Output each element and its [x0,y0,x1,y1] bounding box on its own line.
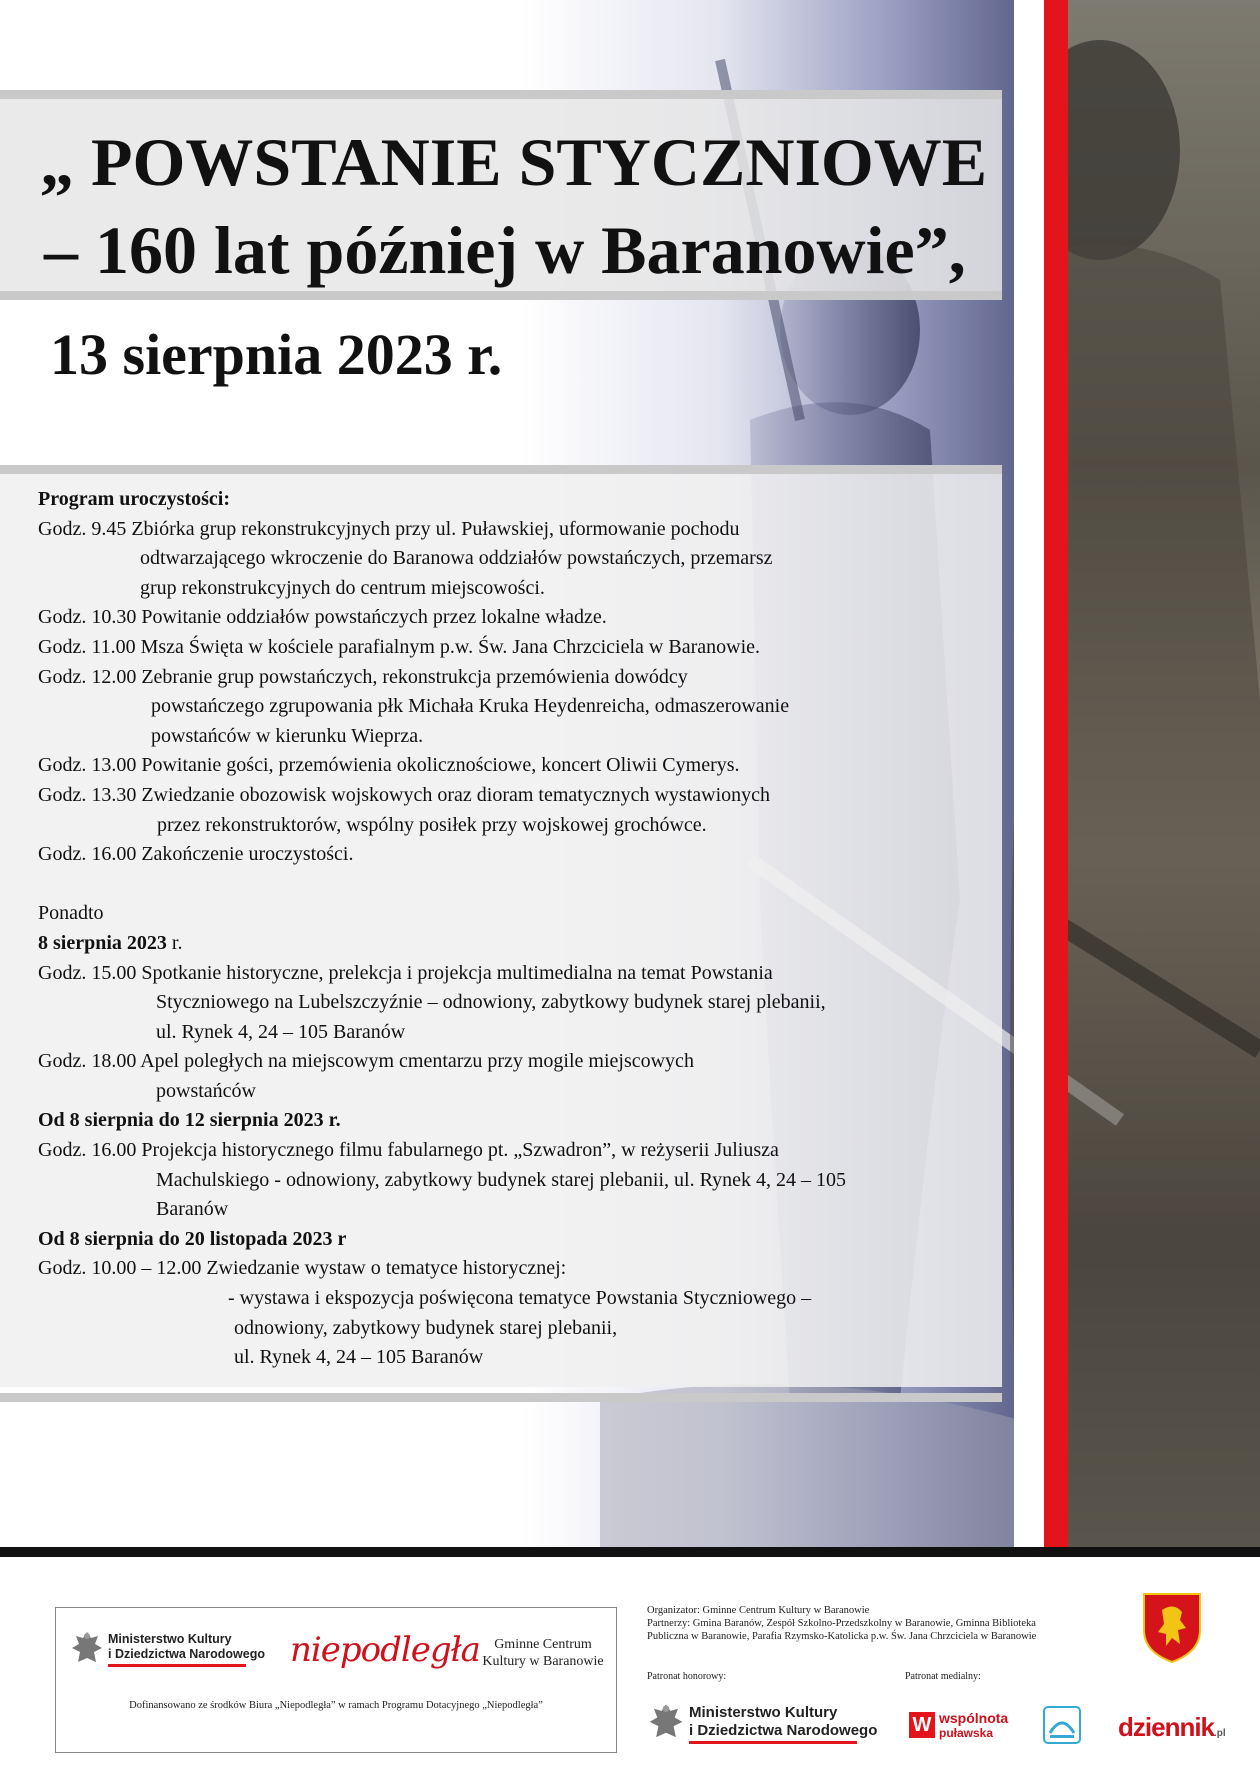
program-item: Godz. 13.30 Zwiedzanie obozowisk wojskowych oraz dioram tematycznych wystawionych przez rekonstruktorów, wspólny posiłek przy wojskowej grochówce. [38,783,771,836]
dziennik-wschodni-logo: dziennik.pl [1118,1712,1226,1742]
partners-line-1: Partnerzy: Gmina Baranów, Zespół Szkolno-Przedszkolny w Baranowie, Gminna Biblioteka [647,1618,1036,1629]
program-item: Godz. 15.00 Spotkanie historyczne, prelekcja i projekcja multimedialna na temat Powstania Styczniowego na Lubelszczyźnie – odnowiony, zabytkowy budynek starej plebanii, ul. Rynek 4, 24 – 105 Baranów [38,961,826,1043]
patronage-media-label: Patronat medialny: [905,1671,981,1682]
ponadto-label: Ponadto [38,902,104,925]
program-item: Godz. 9.45 Zbiórka grup rekonstrukcyjnych przy ul. Puławskiej, uformowanie pochodu odtwarzającego wkroczenie do Baranowa oddziałów powstańczych, przemarsz grup rekonstrukcyjnych do centrum miejscowości. [38,517,773,599]
program-item: Godz. 16.00 Zakończenie uroczystości. [38,843,354,866]
baranow-coat-of-arms-icon [1140,1590,1204,1664]
program-item: Godz. 16.00 Projekcja historycznego filmu fabularnego pt. „Szwadron”, w reżyserii Juliusza Machulskiego - odnowiony, zabytkowy budynek starej plebanii, ul. Rynek 4, 24 – 105 Baranów [38,1139,847,1221]
flag-stripe-red [1044,0,1068,1555]
program-item: Godz. 12.00 Zebranie grup powstańczych, rekonstrukcja przemówienia dowódcy powstańczego zgrupowania płk Michała Kruka Heydenreicha, odmaszerowanie powstańców w kierunku Wieprza. [38,665,790,747]
organizer-line: Organizator: Gminne Centrum Kultury w Baranowie [647,1605,870,1616]
ministry-name-line1: Ministerstwo Kultury [108,1632,232,1646]
program-text [38,485,998,1373]
eagle-emblem-icon [647,1700,685,1748]
ministry-logo [70,1628,265,1672]
radio-logo-icon [1042,1705,1082,1745]
organizer-info [647,1604,1087,1643]
poster-title-line-1: „ POWSTANIE STYCZNIOWE [40,124,988,200]
range2-heading: Od 8 sierpnia do 20 listopada 2023 r [38,1227,347,1250]
ministry-logo-honorary: Ministerstwo Kultury i Dziedzictwa Narodowego [647,1700,867,1748]
poster-date: 13 sierpnia 2023 r. [50,322,503,387]
flag-stripe-white [1014,0,1044,1555]
ministry-name-line2: i Dziedzictwa Narodowego [108,1647,265,1661]
program-panel-bottom-rule [0,1393,1002,1402]
program-item: Godz. 11.00 Msza Święta w kościele parafialnym p.w. Św. Jana Chrzciciela w Baranowie. [38,635,761,658]
poster-title-line-2: – 160 lat później w Baranowie”, [44,212,966,288]
ministry-red-underline [689,1741,857,1744]
niepodlegla-logo: niepodległa [290,1630,480,1670]
day1-heading: 8 sierpnia 2023 r. [38,931,183,954]
footer-divider [0,1547,1260,1557]
spacer [38,870,998,900]
w-mark-icon: W [909,1712,935,1738]
range1-heading: Od 8 sierpnia do 12 sierpnia 2023 r. [38,1109,341,1132]
eagle-emblem-icon [70,1628,104,1672]
partners-line-2: Publiczna w Baranowie, Parafia Rzymsko-Katolicka p.w. Św. Jana Chrzciciela w Baranowie [647,1631,1037,1642]
ministry-red-underline [108,1664,246,1667]
program-item: Godz. 10.00 – 12.00 Zwiedzanie wystaw o tematyce historycznej: - wystawa i ekspozycja poświęcona tematyce Powstania Styczniowego – odnowiony, zabytkowy budynek starej plebanii, ul. Rynek 4, 24 – 105 Baranów [38,1257,812,1369]
gck-label: Gminne Centrum Kultury w Baranowie [482,1637,604,1669]
program-item: Godz. 10.30 Powitanie oddziałów powstańczych przez lokalne władze. [38,606,607,629]
patronage-honorary-label: Patronat honorowy: [647,1671,727,1682]
funding-note: Dofinansowano ze środków Biura „Niepodległa” w ramach Programu Dotacyjnego „Niepodległa” [129,1700,543,1711]
program-item: Godz. 13.00 Powitanie gości, przemówienia okolicznościowe, koncert Oliwii Cymerys. [38,754,740,777]
wspolnota-pulawska-logo: W wspólnota puławska [909,1708,1013,1744]
program-item: Godz. 18.00 Apel poległych na miejscowym cmentarzu przy mogile miejscowych powstańców [38,1050,694,1102]
program-heading: Program uroczystości: [38,488,230,510]
